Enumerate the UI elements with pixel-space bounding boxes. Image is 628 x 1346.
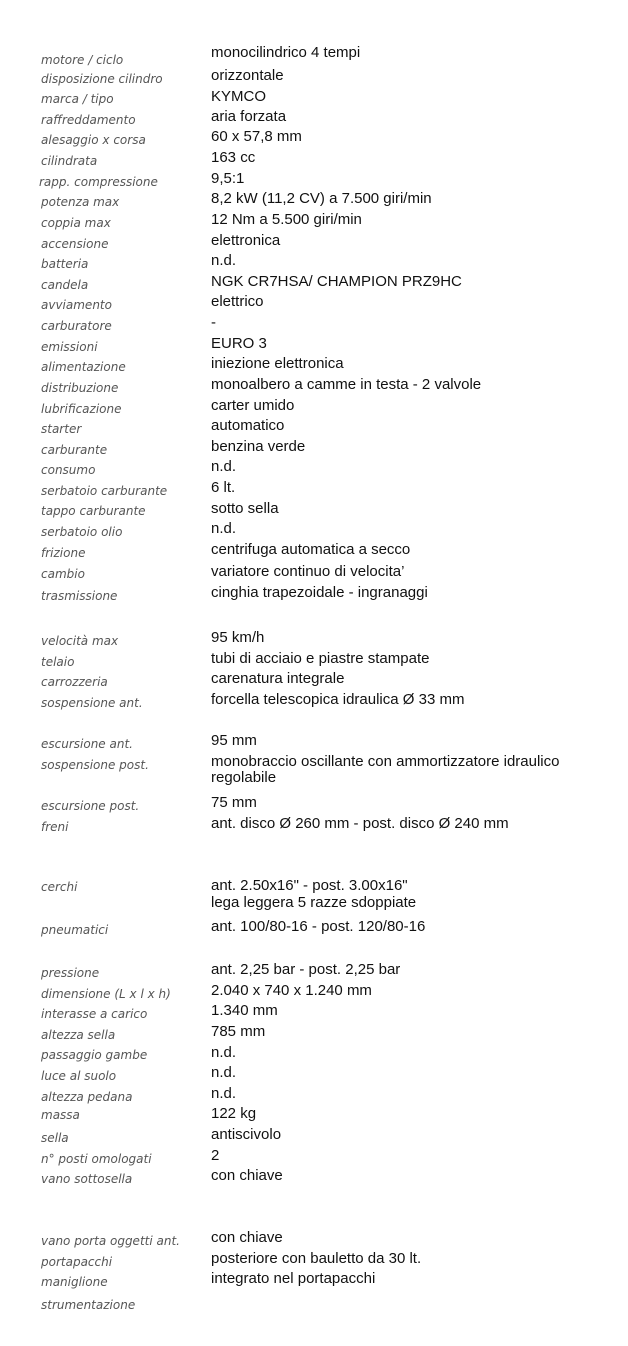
spec-label-batteria: batteria (41, 257, 89, 271)
spec-label-escursione-ant: escursione ant. (41, 737, 133, 751)
spec-label-serbatoio-olio: serbatoio olio (41, 525, 123, 539)
spec-label-sospensione-ant: sospensione ant. (41, 696, 143, 710)
spec-value-sella: antiscivolo (211, 1126, 282, 1143)
spec-value-consumo: n.d. (211, 458, 237, 475)
spec-value-trasmissione: cinghia trapezoidale - ingranaggi (211, 584, 428, 601)
spec-value-altezza-pedana: n.d. (211, 1085, 237, 1102)
spec-value-alimentazione: iniezione elettronica (211, 355, 344, 372)
spec-value-motore-ciclo: monocilindrico 4 tempi (211, 44, 361, 61)
spec-label-cerchi: cerchi (41, 880, 78, 894)
spec-value-raffreddamento: aria forzata (211, 108, 287, 125)
spec-value-accensione: elettronica (211, 232, 281, 249)
spec-value-escursione-ant: 95 mm (211, 732, 257, 749)
spec-value-cerchi-line2: lega leggera 5 razze sdoppiate (211, 894, 417, 911)
spec-label-luce-al-suolo: luce al suolo (41, 1069, 117, 1083)
spec-value-freni: ant. disco Ø 260 mm - post. disco Ø 240 mm (211, 815, 509, 832)
spec-label-alimentazione: alimentazione (41, 360, 126, 374)
spec-value-sospensione-ant: forcella telescopica idraulica Ø 33 mm (211, 691, 465, 708)
spec-value-candela: NGK CR7HSA/ CHAMPION PRZ9HC (211, 273, 462, 290)
spec-label-marca-tipo: marca / tipo (41, 92, 114, 106)
spec-value-cilindrata: 163 cc (211, 149, 256, 166)
spec-label-potenza-max: potenza max (41, 195, 120, 209)
spec-label-distribuzione: distribuzione (41, 381, 119, 395)
spec-label-serbatoio-carburante: serbatoio carburante (41, 484, 168, 498)
spec-value-portapacchi: posteriore con bauletto da 30 lt. (211, 1250, 422, 1267)
spec-value-alesaggio-corsa: 60 x 57,8 mm (211, 128, 302, 145)
spec-label-accensione: accensione (41, 237, 109, 251)
spec-label-velocita-max: velocità max (41, 634, 119, 648)
spec-value-carrozzeria: carenatura integrale (211, 670, 345, 687)
spec-label-cambio: cambio (41, 567, 85, 581)
spec-value-starter: automatico (211, 417, 285, 434)
spec-label-carburante: carburante (41, 443, 108, 457)
spec-label-disposizione-cilindro: disposizione cilindro (41, 72, 163, 86)
spec-label-frizione: frizione (41, 546, 86, 560)
spec-label-candela: candela (41, 278, 89, 292)
spec-value-disposizione-cilindro: orizzontale (211, 67, 284, 84)
spec-value-cambio: variatore continuo di velocita’ (211, 563, 405, 580)
spec-value-velocita-max: 95 km/h (211, 629, 265, 646)
spec-label-coppia-max: coppia max (41, 216, 111, 230)
spec-value-potenza-max: 8,2 kW (11,2 CV) a 7.500 giri/min (211, 190, 432, 207)
spec-label-freni: freni (41, 820, 69, 834)
spec-label-carrozzeria: carrozzeria (41, 675, 108, 689)
spec-value-tappo-carburante: sotto sella (211, 500, 279, 517)
spec-value-lubrificazione: carter umido (211, 397, 295, 414)
spec-label-pressione: pressione (41, 966, 100, 980)
spec-value-dimensione: 2.040 x 740 x 1.240 mm (211, 982, 372, 999)
spec-label-avviamento: avviamento (41, 298, 112, 312)
spec-value-vano-porta-oggetti-ant: con chiave (211, 1229, 283, 1246)
spec-label-maniglione: maniglione (41, 1275, 108, 1289)
spec-value-escursione-post: 75 mm (211, 794, 257, 811)
spec-label-sospensione-post: sospensione post. (41, 758, 149, 772)
spec-label-telaio: telaio (41, 655, 75, 669)
spec-value-coppia-max: 12 Nm a 5.500 giri/min (211, 211, 362, 228)
spec-label-strumentazione: strumentazione (41, 1298, 136, 1312)
spec-label-passaggio-gambe: passaggio gambe (41, 1048, 148, 1062)
spec-value-posti-omologati: 2 (211, 1147, 220, 1164)
spec-value-serbatoio-olio: n.d. (211, 520, 237, 537)
spec-label-trasmissione: trasmissione (41, 589, 118, 603)
spec-value-maniglione: integrato nel portapacchi (211, 1270, 376, 1287)
spec-label-vano-porta-oggetti-ant: vano porta oggetti ant. (41, 1234, 180, 1248)
spec-label-massa: massa (41, 1108, 80, 1122)
spec-value-carburatore: - (211, 314, 216, 331)
spec-label-cilindrata: cilindrata (41, 154, 98, 168)
spec-label-emissioni: emissioni (41, 340, 98, 354)
spec-label-lubrificazione: lubrificazione (41, 402, 122, 416)
spec-label-pneumatici: pneumatici (41, 923, 109, 937)
spec-label-starter: starter (41, 422, 82, 436)
spec-value-distribuzione: monoalbero a camme in testa - 2 valvole (211, 376, 482, 393)
spec-label-altezza-sella: altezza sella (41, 1028, 116, 1042)
spec-label-motore-ciclo: motore / ciclo (41, 53, 124, 67)
spec-label-tappo-carburante: tappo carburante (41, 504, 146, 518)
spec-value-frizione: centrifuga automatica a secco (211, 541, 411, 558)
spec-label-consumo: consumo (41, 463, 96, 477)
spec-value-cerchi: ant. 2.50x16" - post. 3.00x16" (211, 877, 408, 894)
spec-label-raffreddamento: raffreddamento (41, 113, 136, 127)
spec-value-avviamento: elettrico (211, 293, 264, 310)
spec-value-serbatoio-carburante: 6 lt. (211, 479, 236, 496)
spec-value-pneumatici: ant. 100/80-16 - post. 120/80-16 (211, 918, 426, 935)
spec-label-sella: sella (41, 1131, 69, 1145)
spec-value-altezza-sella: 785 mm (211, 1023, 266, 1040)
spec-value-interasse-a-carico: 1.340 mm (211, 1002, 278, 1019)
spec-label-alesaggio-corsa: alesaggio x corsa (41, 133, 146, 147)
spec-value-carburante: benzina verde (211, 438, 306, 455)
spec-label-rapp-compressione: rapp. compressione (39, 175, 158, 189)
spec-value-luce-al-suolo: n.d. (211, 1064, 237, 1081)
spec-value-massa: 122 kg (211, 1105, 257, 1122)
spec-label-vano-sottosella: vano sottosella (41, 1172, 133, 1186)
spec-value-pressione: ant. 2,25 bar - post. 2,25 bar (211, 961, 401, 978)
spec-value-emissioni: EURO 3 (211, 335, 267, 352)
spec-value-sospensione-post: monobraccio oscillante con ammortizzatore idraulico regolabile (211, 753, 560, 786)
spec-label-altezza-pedana: altezza pedana (41, 1090, 133, 1104)
spec-label-escursione-post: escursione post. (41, 799, 140, 813)
spec-label-interasse-a-carico: interasse a carico (41, 1007, 148, 1021)
spec-value-batteria: n.d. (211, 252, 237, 269)
spec-value-rapp-compressione: 9,5:1 (211, 170, 245, 187)
spec-label-carburatore: carburatore (41, 319, 112, 333)
spec-value-passaggio-gambe: n.d. (211, 1044, 237, 1061)
spec-label-dimensione: dimensione (L x l x h) (41, 987, 171, 1001)
spec-value-telaio: tubi di acciaio e piastre stampate (211, 650, 430, 667)
spec-value-vano-sottosella: con chiave (211, 1167, 283, 1184)
spec-label-portapacchi: portapacchi (41, 1255, 113, 1269)
spec-value-marca-tipo: KYMCO (211, 88, 267, 105)
spec-label-posti-omologati: n° posti omologati (41, 1152, 152, 1166)
